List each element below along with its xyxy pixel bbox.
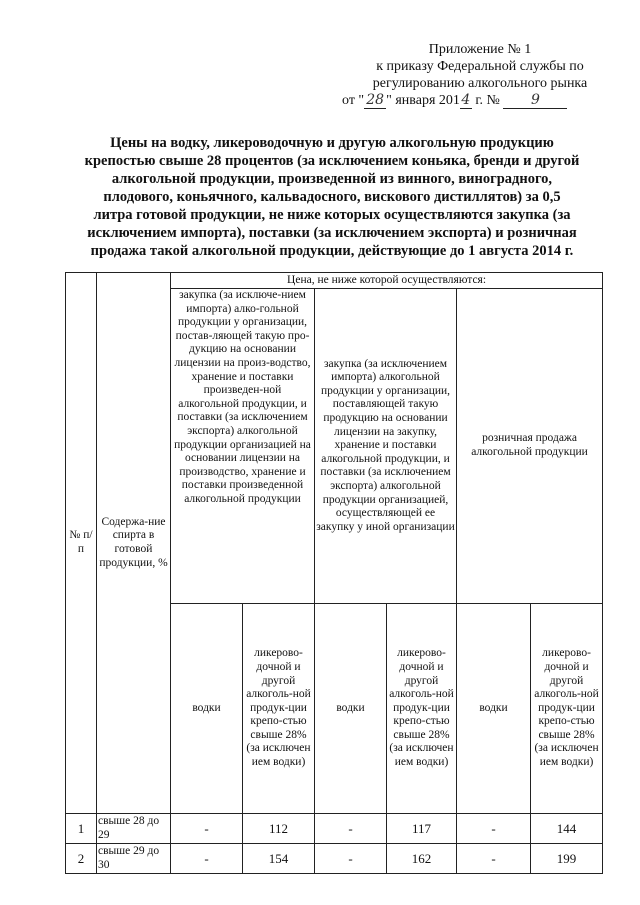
subheader-vodka: водки: [457, 604, 531, 814]
appendix-line-3: регулированию алкогольного рынка: [372, 76, 588, 91]
subheader-liqueur: ликерово-дочной и другой алкоголь-ной продук-ции крепо-стью свыше 28% (за исключен ием водки): [387, 604, 457, 814]
section-wholesale-purchase: закупка (за исключением импорта) алкогольной продукции у организации, поставляющей такую продукцию на основании лицензии на закупку, хранение и поставки алкогольной продукции, и поставки (за исключением экспорта) алкогольной продукции организацией, осуществляющей ее закупку у иной организации: [315, 289, 457, 604]
date-month-year: " января 201: [386, 93, 460, 108]
date-day-handwritten: 28: [364, 93, 386, 109]
subheader-vodka: водки: [171, 604, 243, 814]
col-header-spirit-content: Содержа-ние спирта в готовой продукции, %: [97, 273, 171, 814]
price-liqueur-retail: 199: [531, 844, 603, 874]
order-date-line: [342, 93, 567, 109]
col-header-number: № п/п: [66, 273, 97, 814]
row-spirit-range: свыше 29 до 30: [97, 844, 171, 874]
price-vodka-wholesale: -: [315, 814, 387, 844]
date-prefix: от ": [342, 93, 365, 108]
title-line: алкогольной продукции, произведенной из винного, виноградного,: [111, 171, 553, 187]
table-row: [66, 814, 603, 844]
price-vodka-manufacturer: -: [171, 814, 243, 844]
price-table: [65, 272, 603, 874]
price-liqueur-wholesale: 117: [387, 814, 457, 844]
order-number-handwritten: 9: [503, 93, 567, 109]
appendix-line-1: Приложение № 1: [428, 42, 532, 57]
section-manufacturer-purchase: закупка (за исключе-нием импорта) алко-гольной продукции у организации, постав-ляющей такую про-дукцию на основании лицензии на произ-водство, хранение и поставки произведен-ной алкогольной продукции, и поставки (за исключением экспорта) алкогольной продукции организацией на основании лицензии на производство, хранение и поставки произведенной алкогольной продукции: [171, 289, 315, 604]
title-line: крепостью свыше 28 процентов (за исключением коньяка, бренди и другой: [84, 153, 580, 169]
price-vodka-retail: -: [457, 814, 531, 844]
row-spirit-range: свыше 28 до 29: [97, 814, 171, 844]
subheader-vodka: водки: [315, 604, 387, 814]
title-line: литра готовой продукции, не ниже которых осуществляются закупка (за: [93, 207, 571, 223]
price-vodka-retail: -: [457, 844, 531, 874]
price-liqueur-wholesale: 162: [387, 844, 457, 874]
date-suffix: г. №: [471, 93, 500, 108]
price-group-header: Цена, не ниже которой осуществляются:: [171, 273, 603, 289]
appendix-line-2: к приказу Федеральной службы по: [376, 59, 584, 74]
price-liqueur-retail: 144: [531, 814, 603, 844]
title-line: исключением импорта), поставки (за исключением экспорта) и розничная: [87, 225, 577, 241]
subheader-liqueur: ликерово-дочной и другой алкоголь-ной продук-ции крепо-стью свыше 28% (за исключен ием водки): [531, 604, 603, 814]
price-vodka-wholesale: -: [315, 844, 387, 874]
date-year-digit-handwritten: 4: [461, 92, 471, 108]
price-vodka-manufacturer: -: [171, 844, 243, 874]
row-number: 2: [66, 844, 97, 874]
title-line: продажа такой алкогольной продукции, действующие до 1 августа 2014 г.: [90, 243, 574, 259]
appendix-header: [330, 41, 630, 92]
title-line: Цены на водку, ликероводочную и другую алкогольную продукцию: [110, 135, 554, 151]
price-liqueur-manufacturer: 154: [243, 844, 315, 874]
section-retail-sale: розничная продажа алкогольной продукции: [457, 289, 603, 604]
document-title: [60, 134, 604, 260]
subheader-liqueur: ликерово-дочной и другой алкоголь-ной продук-ции крепо-стью свыше 28% (за исключен ием водки): [243, 604, 315, 814]
table-header-row: [66, 273, 603, 289]
row-number: 1: [66, 814, 97, 844]
price-liqueur-manufacturer: 112: [243, 814, 315, 844]
title-line: плодового, коньячного, кальвадосного, вискового дистиллятов) за 0,5: [103, 189, 561, 205]
table-row: [66, 844, 603, 874]
